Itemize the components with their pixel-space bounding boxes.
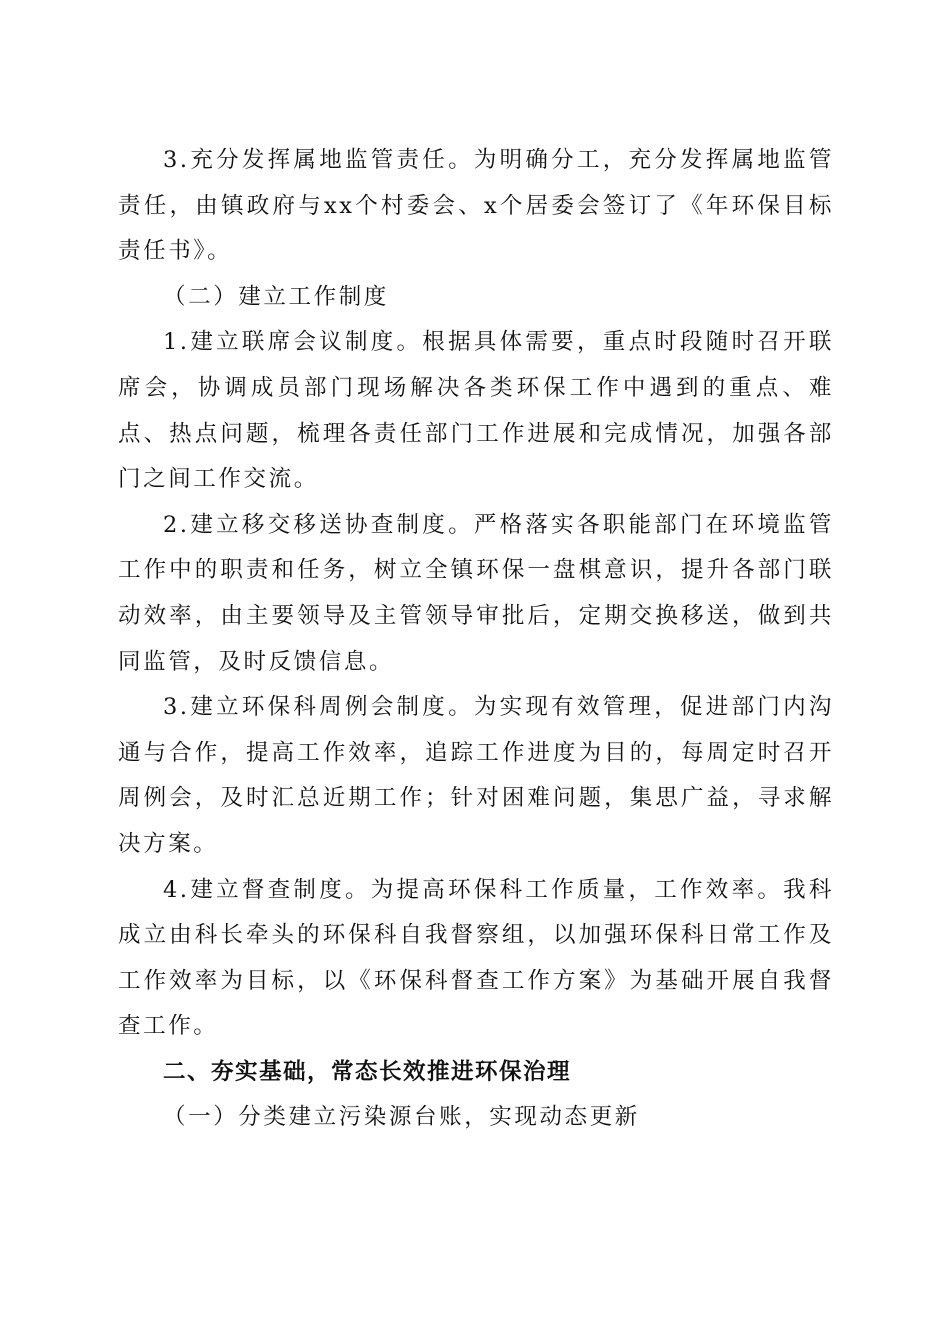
paragraph-joint-meeting: 1.建立联席会议制度。根据具体需要，重点时段随时召开联席会，协调成员部门现场解决各类环保工作中遇到的重点、难点、热点问题，梳理各责任部门工作进展和完成情况，加强各部门之间工作交流。 [118,329,834,493]
paragraph-supervision-system: 4.建立督查制度。为提高环保科工作质量，工作效率。我科成立由科长牵头的环保科自我督察组，以加强环保科日常工作及工作效率为目标，以《环保科督查工作方案》为基础开展自我督查工作。 [118,876,834,1040]
subheading-pollution-ledger: （一）分类建立污染源台账，实现动态更新 [163,1104,640,1131]
subheading-work-system: （二）建立工作制度 [163,283,389,310]
document-body [118,138,834,1141]
paragraph-transfer-inspection: 2.建立移交移送协查制度。严格落实各职能部门在环境监管工作中的职责和任务，树立全镇环保一盘棋意识，提升各部门联动效率，由主要领导及主管领导审批后，定期交换移送，做到共同监管，及时反馈信息。 [118,511,834,675]
paragraph-weekly-meeting: 3.建立环保科周例会制度。为实现有效管理，促进部门内沟通与合作，提高工作效率，追踪工作进度为目的，每周定时召开周例会，及时汇总近期工作；针对困难问题，集思广益，寻求解决方案。 [118,694,834,857]
section-heading-two: 二、夯实基础，常态长效推进环保治理 [163,1058,572,1085]
paragraph-territorial-supervision: 3.充分发挥属地监管责任。为明确分工，充分发挥属地监管责任，由镇政府与xx个村委会、x个居委会签订了《年环保目标责任书》。 [118,147,834,265]
